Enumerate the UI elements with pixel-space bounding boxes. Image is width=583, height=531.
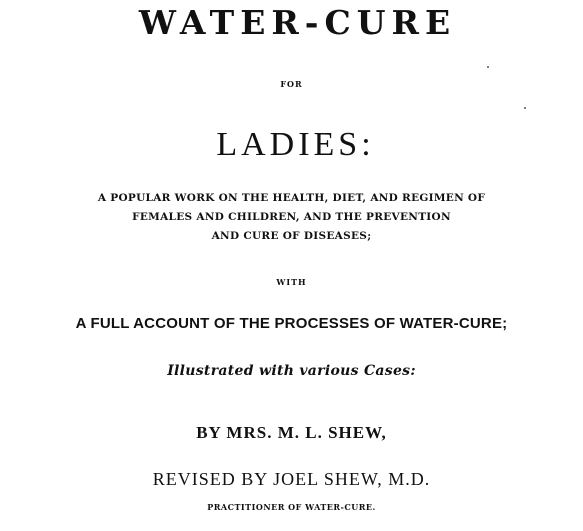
reviser-line: REVISED BY JOEL SHEW, M.D.: [152, 469, 431, 489]
full-account-line: A FULL ACCOUNT OF THE PROCESSES OF WATER-CURE;: [75, 315, 508, 332]
title-ladies: LADIES:: [216, 126, 375, 163]
subtitle-line-2: FEMALES AND CHILDREN, AND THE PREVENTION: [132, 211, 451, 223]
main-title: WATER-CURE: [138, 3, 457, 42]
illustrated-line: Illustrated with various Cases:: [167, 363, 416, 379]
author-line: BY MRS. M. L. SHEW,: [196, 423, 387, 442]
print-speck: [524, 107, 526, 109]
title-connector-for: FOR: [280, 79, 303, 89]
connector-with: WITH: [276, 277, 307, 287]
subtitle-line-3: AND CURE OF DISEASES;: [211, 230, 372, 242]
print-speck: [487, 66, 489, 68]
subtitle-line-1: A POPULAR WORK ON THE HEALTH, DIET, AND REGIMEN OF: [97, 192, 486, 204]
practitioner-line: PRACTITIONER OF WATER-CURE.: [207, 502, 376, 512]
